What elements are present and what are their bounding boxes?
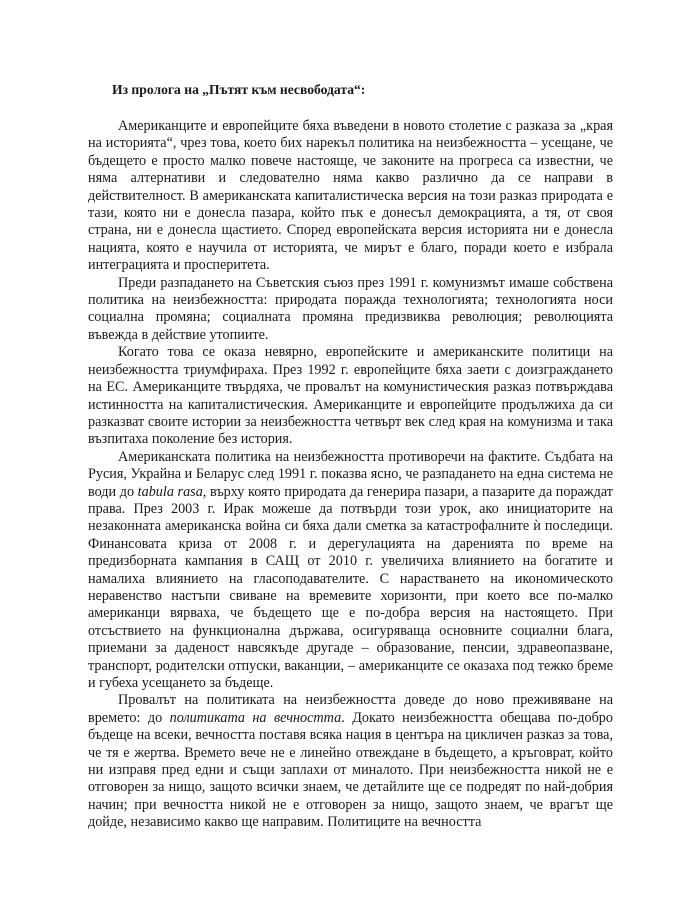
document-heading: Из пролога на „Пътят към несвободата“: <box>112 82 366 97</box>
paragraph-text: . Докато неизбежността обещава по-добро бъдеще на всеки, вечността поставя всяка нация в центъра на цикличен разказ за това, че тя е жертва. Времето вече не е линейно отвеждане в бъдещето, а кръговрат, който ни изправя пред едни и същи заплахи от миналото. При неизбежността никой не е отговорен за нищо, защото всички знаем, че детайлите ще се подредят по най-добрия начин; при вечността никой не е отговорен за нищо, защото знаем, че врагът ще дойде, независимо какво ще направим. Политиците на вечността <box>88 709 613 831</box>
paragraph <box>88 692 613 831</box>
italic-text: политиката на вечността <box>169 709 342 726</box>
paragraph-list <box>88 118 613 832</box>
paragraph-text: Провалът на политиката на неизбежността доведе до ново преживяване на времето: до <box>88 692 613 726</box>
paragraph <box>88 275 613 345</box>
paragraph-text: Преди разпадането на Съветския съюз през 1991 г. комунизмът имаше собствена политика на неизбежността: природата поражда технологията; технологията носи социална промяна; социалната промяна предизвиква революция; революцията въвежда в действие утопиите. <box>88 274 613 343</box>
paragraph-text: , върху която природата да генерира пазари, а пазарите да пораждат права. През 2003 г. Ирак можеше да потвърди този урок, ако инициаторите на незаконната американска война си бяха дали сметка за катастрофалните ѝ последици. Финансовата криза от 2008 г. и дерегулацията на даренията по време на предизборната кампания в САЩ от 2010 г. увеличиха влиянието на богатите и намалиха влиянието на гласоподавателите. С нарастването на икономическото неравенство настъпи свиване на времевите хоризонти, при което все по-малко американци вярваха, че бъдещето ще е по-добра версия на настоящето. При отсъствието на функционална държава, осигуряваща основните социални блага, приемани за даденост навсякъде другаде – образование, пенсии, здравеопазване, транспорт, родителски отпуски, ваканции, – американците се оказаха под тежко бреме и губеха усещането за бъдеще. <box>88 483 613 691</box>
paragraph <box>88 344 613 448</box>
document-body <box>88 80 613 832</box>
paragraph-text: Американската политика на неизбежността противоречи на фактите. Съдбата на Русия, Украйна и Беларус след 1991 г. показва ясно, че разпадането на една система не води до <box>88 448 613 500</box>
italic-text: tabula rasa <box>137 483 203 500</box>
paragraph <box>88 118 613 275</box>
paragraph-text: Когато това се оказа невярно, европейските и американските политици на неизбежността триумфираха. През 1992 г. европейците бяха заети с доизграждането на ЕС. Американците твърдяха, че провалът на комунистическия разказ потвърждава истинността на капиталистическия. Американците и европейците продължиха да си разказват своите истории за неизбежността четвърт век след края на комунизма и така възпитаха поколение без история. <box>88 344 613 448</box>
paragraph <box>88 449 613 693</box>
paragraph-text: Американците и европейците бяха въведени в новото столетие с разказа за „края на историята“, чрез това, което бих нарекъл политика на неизбежността – усещане, че бъдещето е просто малко повече настояще, че законите на прогреса са известни, че няма алтернативи и следователно няма какво различно да се направи в действителност. В американската капиталистическа версия на този разказ природата е тази, която ни е донесла пазара, който пък е донесъл демокрацията, а тя, от своя страна, ни е донесла щастието. Според европейската версия историята ни е донесла нацията, която е научила от историята, че мирът е благо, поради което е избрала интеграцията и просперитета. <box>88 118 613 274</box>
